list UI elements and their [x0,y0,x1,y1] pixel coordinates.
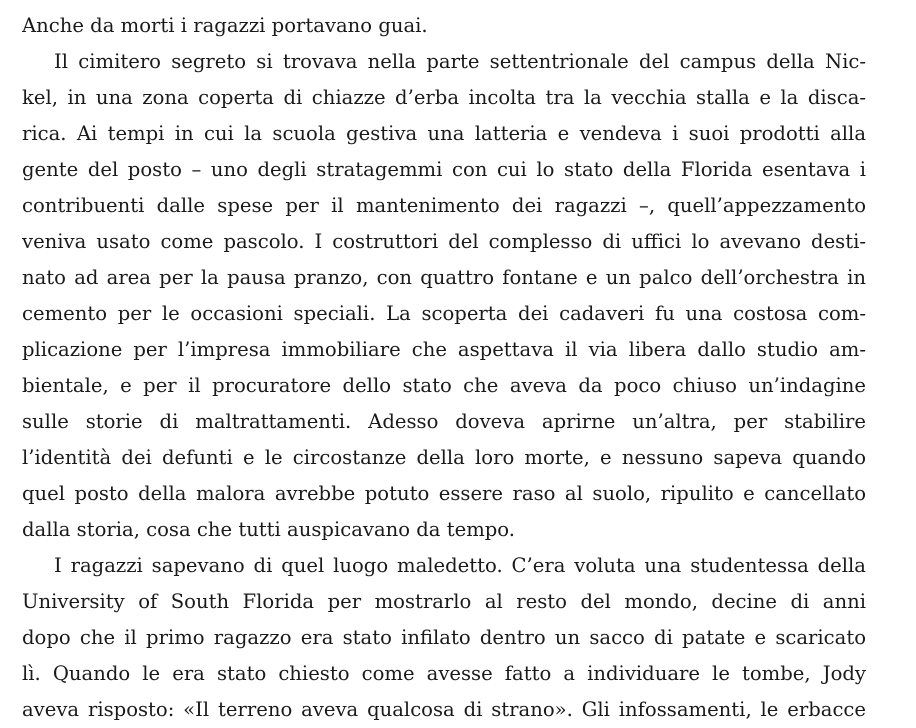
text-line: bientale, e per il procuratore dello stato che aveva da poco chiuso un’indagine [22,374,866,397]
text-line: quel posto della malora avrebbe potuto essere raso al suolo, ripulito e cancellato [22,482,866,505]
text-line: aveva risposto: «Il terreno aveva qualcosa di strano». Gli infossamenti, le erbacce [22,698,866,721]
text-line: l’identità dei defunti e le circostanze della loro morte, e nessuno sapeva quando [22,446,866,469]
text-line: sulle storie di maltrattamenti. Adesso doveva aprirne un’altra, per stabilire [22,410,866,433]
text-line: University of South Florida per mostrarlo al resto del mondo, decine di anni [22,590,866,613]
text-line: dalla storia, cosa che tutti auspicavano da tempo. [22,518,515,541]
text-line: Il cimitero segreto si trovava nella parte settentrionale del campus della Nic- [54,50,866,73]
text-line: cemento per le occasioni speciali. La scoperta dei cadaveri fu una costosa com- [22,302,866,325]
text-line: plicazione per l’impresa immobiliare che aspettava il via libera dallo studio am- [22,338,866,361]
text-line: dopo che il primo ragazzo era stato infilato dentro un sacco di patate e scaricato [22,626,866,649]
text-line: kel, in una zona coperta di chiazze d’erba incolta tra la vecchia stalla e la disca- [22,86,866,109]
text-line: gente del posto – uno degli stratagemmi con cui lo stato della Florida esentava i [22,158,866,181]
text-line: contribuenti dalle spese per il mantenimento dei ragazzi –, quell’appezzamento [22,194,866,217]
text-line: nato ad area per la pausa pranzo, con quattro fontane e un palco dell’orchestra in [22,266,866,289]
text-line: Anche da morti i ragazzi portavano guai. [22,14,428,37]
text-line: I ragazzi sapevano di quel luogo maledetto. C’era voluta una studentessa della [54,554,866,577]
text-line: lì. Quando le era stato chiesto come avesse fatto a individuare le tombe, Jody [22,662,866,685]
text-line: veniva usato come pascolo. I costruttori del complesso di uffici lo avevano desti- [22,230,866,253]
text-line: rica. Ai tempi in cui la scuola gestiva una latteria e vendeva i suoi prodotti alla [22,122,866,145]
